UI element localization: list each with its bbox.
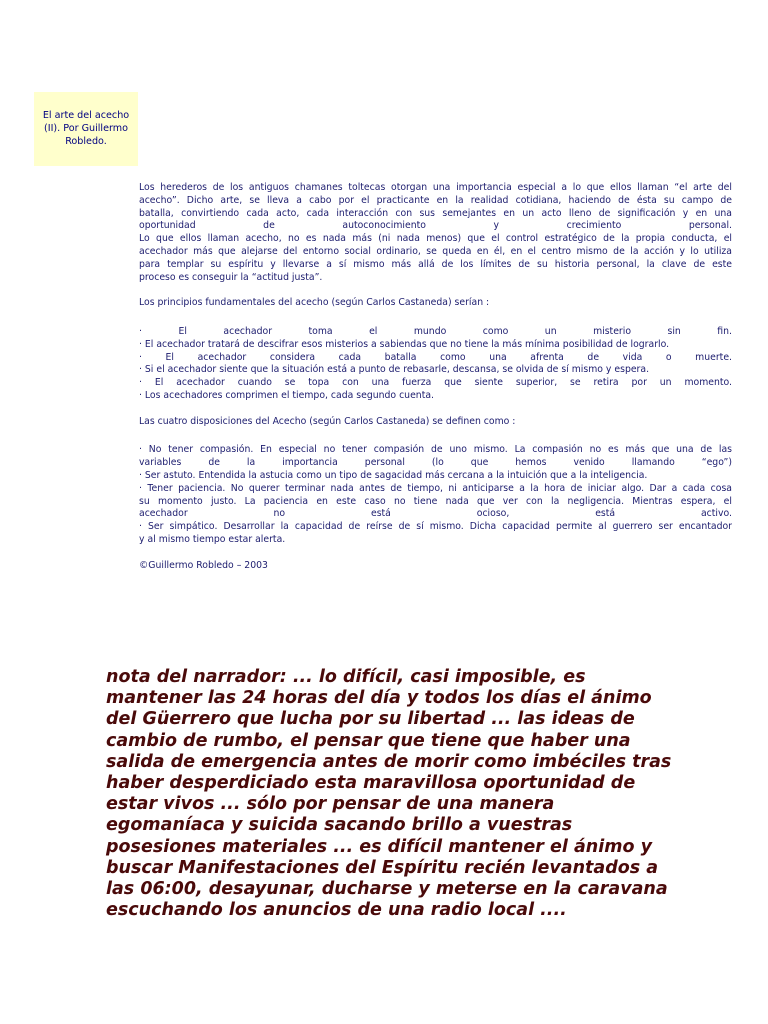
narrator-note-line: cambio de rumbo, el pensar que tiene que haber una: [106, 730, 631, 751]
disposition-line: y al mismo tiempo estar alerta.: [139, 533, 286, 545]
intro-line: Lo que ellos llaman acecho, no es nada más (ni nada menos) que el control estratégico de la propia conducta, el: [139, 233, 732, 245]
intro-line: acecho”. Dicho arte, se lleva a cabo por el practicante en la realidad cotidiana, haciendo de ésta su campo de: [139, 194, 732, 206]
article-title-line: Robledo.: [65, 136, 107, 147]
disposition-line: acechador no está ocioso, está activo.: [139, 508, 732, 520]
principle-item: · El acechador considera cada batalla como una afrenta de vida o muerte.: [139, 351, 732, 363]
narrator-note-line: haber desperdiciado esta maravillosa oportunidad de: [106, 773, 636, 794]
narrator-note-line: nota del narrador: ... lo difícil, casi imposible, es: [106, 667, 586, 687]
narrator-note-line: salida de emergencia antes de morir como imbéciles tras: [106, 751, 672, 772]
intro-line: oportunidad de autoconocimiento y crecimiento personal.: [139, 220, 732, 232]
narrator-note-line: escuchando los anuncios de una radio local ....: [106, 900, 567, 921]
narrator-note: [106, 667, 706, 921]
intro-line: batalla, convirtiendo cada acto, cada interacción con sus semejantes en un acto lleno de significación y en una: [139, 207, 732, 219]
disposition-line: · No tener compasión. En especial no tener compasión de uno mismo. La compasión no es más que una de las: [139, 444, 732, 456]
article-title-box: [34, 92, 138, 166]
copyright-notice: ©Guillermo Robledo – 2003: [139, 559, 268, 571]
principle-item: · El acechador tratará de descifrar esos misterios a sabiendas que no tiene la más mínima posibilidad de lograrlo.: [139, 338, 670, 350]
narrator-note-line: del Güerrero que lucha por su libertad ... las ideas de: [106, 709, 635, 730]
disposition-line: variables de la importancia personal (lo que hemos venido llamando “ego”): [139, 457, 732, 469]
narrator-note-line: las 06:00, desayunar, ducharse y meterse en la caravana: [106, 879, 668, 900]
article-title-line: (II). Por Guillermo: [44, 123, 128, 134]
narrator-note-line: mantener las 24 horas del día y todos los días el ánimo: [106, 688, 652, 709]
disposition-line: · Tener paciencia. No querer terminar nada antes de tiempo, ni anticiparse a la hora de iniciar algo. Dar a cada cosa: [139, 482, 732, 494]
principles-heading: Los principios fundamentales del acecho (según Carlos Castaneda) serían :: [139, 297, 490, 309]
article-body: [139, 182, 732, 572]
principle-item: · Los acechadores comprimen el tiempo, cada segundo cuenta.: [139, 389, 434, 401]
disposition-line: · Ser astuto. Entendida la astucia como un tipo de sagacidad más cercana a la intuición que a la inteligencia.: [139, 469, 648, 481]
intro-line: para templar su espíritu y llevarse a sí mismo más allá de los límites de su historia personal, la clave de este: [139, 258, 732, 270]
narrator-note-line: buscar Manifestaciones del Espíritu recién levantados a: [106, 857, 659, 878]
principle-item: · El acechador cuando se topa con una fuerza que siente superior, se retira por un momento.: [139, 377, 732, 389]
article-title-line: El arte del acecho: [42, 110, 130, 121]
narrator-note-line: posesiones materiales ... es difícil mantener el ánimo y: [106, 836, 652, 857]
principle-item: · El acechador toma el mundo como un misterio sin fin.: [139, 325, 732, 337]
principle-item: · Si el acechador siente que la situación está a punto de rebasarle, descansa, se olvida de sí mismo y espera.: [139, 364, 650, 376]
disposition-line: su momento justo. La paciencia en este caso no tiene nada que ver con la negligencia. Mientras espera, el: [139, 495, 732, 507]
narrator-note-line: estar vivos ... sólo por pensar de una manera: [106, 794, 555, 815]
intro-line: Los herederos de los antiguos chamanes toltecas otorgan una importancia especial a lo que ellos llaman “el arte del: [139, 182, 732, 193]
dispositions-heading: Las cuatro disposiciones del Acecho (según Carlos Castaneda) se definen como :: [139, 415, 516, 427]
intro-line: proceso es conseguir la “actitud justa”.: [139, 271, 323, 283]
narrator-note-line: egomaníaca y suicida sacando brillo a vuestras: [106, 815, 573, 836]
disposition-line: · Ser simpático. Desarrollar la capacidad de reírse de sí mismo. Dicha capacidad permite al guerrero ser encantador: [139, 521, 732, 533]
intro-line: acechador más que alejarse del entorno social ordinario, se queda en él, en el centro mismo de la acción y lo utiliza: [139, 245, 732, 257]
